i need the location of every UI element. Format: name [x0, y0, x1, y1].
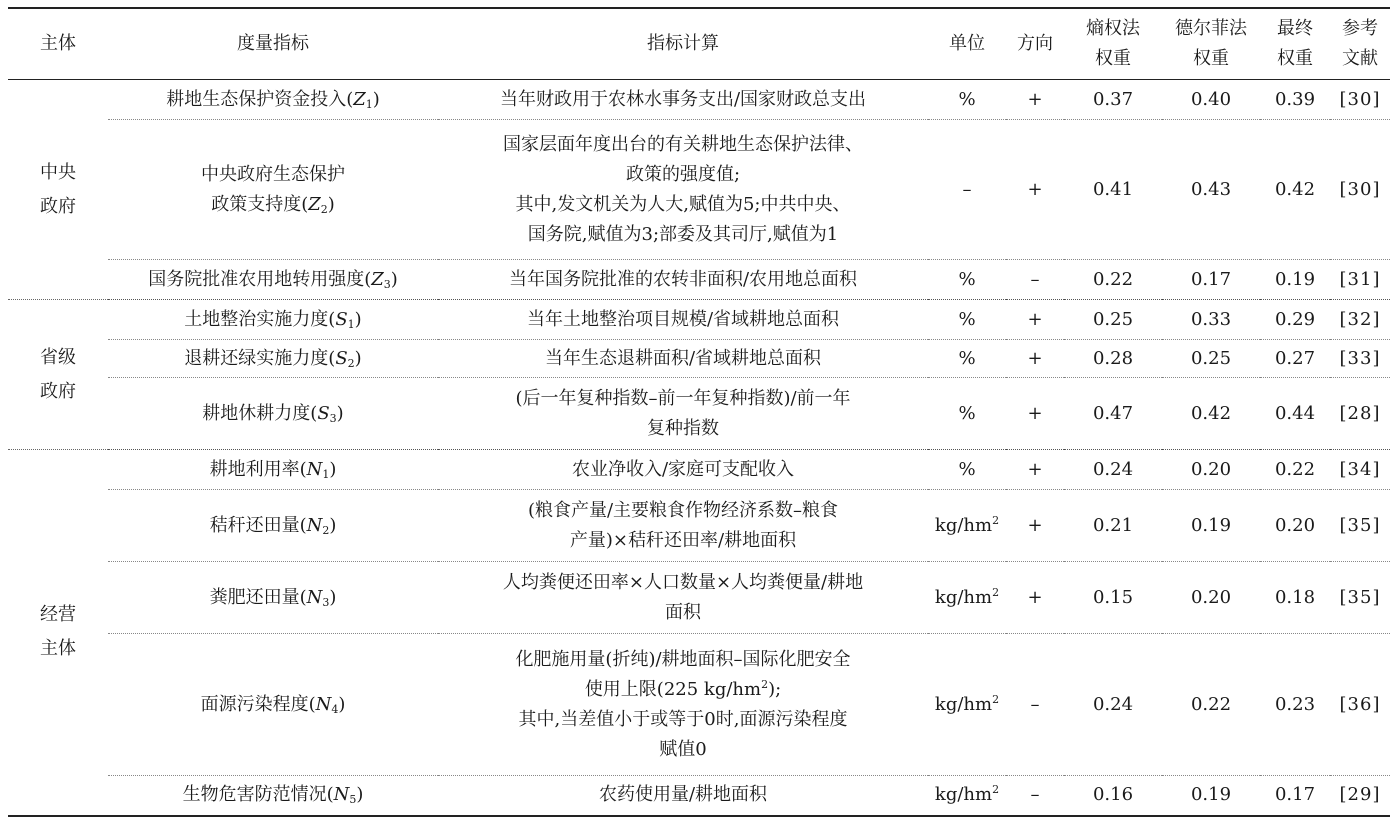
metric-text: 耕地利用率(: [209, 458, 307, 480]
calc-text: 当年财政用于农林水事务支出/国家财政总支出: [499, 88, 867, 110]
table-row: [8, 378, 1390, 450]
calc-cell: [438, 562, 928, 634]
unit-text: kg/hm: [934, 784, 993, 806]
metric-name: [108, 490, 438, 562]
entropy-cell: 0.21: [1064, 490, 1162, 562]
metric-sub: 3: [329, 411, 337, 425]
unit-text: kg/hm: [934, 586, 993, 608]
calc-line: [442, 675, 924, 705]
unit-sup: 2: [992, 513, 1000, 527]
calc-cell: [438, 450, 928, 490]
calc-cell: [438, 490, 928, 562]
delphi-cell: 0.33: [1162, 300, 1260, 340]
subject-provincial-government: [8, 300, 108, 450]
calc-line: 其中,当差值小于或等于0时,面源污染程度: [518, 708, 848, 730]
delphi-cell: 0.20: [1162, 450, 1260, 490]
unit-cell: %: [928, 450, 1006, 490]
metric-text: 退耕还绿实施力度(: [184, 347, 336, 369]
final-cell: 0.42: [1260, 120, 1330, 260]
calc-line: 其中,发文机关为人大,赋值为5;中共中央、: [515, 193, 851, 215]
unit-cell: [928, 490, 1006, 562]
header-calc: 指标计算: [438, 8, 928, 80]
metric-sub: 1: [322, 467, 330, 481]
calc-line: 面积: [665, 601, 701, 623]
direction-cell: +: [1006, 562, 1064, 634]
calc-line: 人均粪便还田率×人口数量×人均粪便量/耕地: [502, 571, 864, 593]
ref-cell: [30]: [1330, 120, 1390, 260]
metric-var: N: [306, 514, 323, 536]
header-direction: 方向: [1006, 8, 1064, 80]
metric-name: [108, 260, 438, 300]
ref-cell: [33]: [1330, 340, 1390, 378]
calc-cell: [438, 378, 928, 450]
calc-text: 当年国务院批准的农转非面积/农用地总面积: [508, 268, 858, 290]
metric-text: 国务院批准农用地转用强度(: [148, 268, 372, 290]
delphi-cell: 0.22: [1162, 634, 1260, 776]
delphi-cell: 0.42: [1162, 378, 1260, 450]
header-reference: [1330, 8, 1390, 80]
header-delphi-weight: [1162, 8, 1260, 80]
final-cell: 0.29: [1260, 300, 1330, 340]
metric-sub: 3: [383, 277, 391, 291]
unit-cell: %: [928, 300, 1006, 340]
entropy-cell: 0.15: [1064, 562, 1162, 634]
calc-line: 复种指数: [647, 417, 719, 439]
delphi-cell: 0.19: [1162, 490, 1260, 562]
metric-paren: ): [338, 693, 346, 715]
table-row: [8, 300, 1390, 340]
delphi-cell: 0.43: [1162, 120, 1260, 260]
subject-label-l1: 经营: [40, 604, 76, 626]
metric-var: N: [306, 586, 323, 608]
calc-text: 当年生态退耕面积/省域耕地总面积: [544, 347, 822, 369]
table-row: [8, 450, 1390, 490]
metric-text: 粪肥还田量(: [209, 586, 307, 608]
indicator-table-container: [8, 7, 1390, 817]
metric-paren: ): [329, 514, 337, 536]
header-metric: 度量指标: [108, 8, 438, 80]
unit-cell: %: [928, 260, 1006, 300]
header-row: [8, 8, 1390, 80]
calc-cell: [438, 776, 928, 816]
delphi-cell: 0.40: [1162, 80, 1260, 120]
direction-cell: +: [1006, 450, 1064, 490]
final-cell: 0.27: [1260, 340, 1330, 378]
header-entropy-weight: [1064, 8, 1162, 80]
final-cell: 0.39: [1260, 80, 1330, 120]
subject-label-l2: 主体: [40, 638, 76, 660]
final-cell: 0.17: [1260, 776, 1330, 816]
delphi-cell: 0.19: [1162, 776, 1260, 816]
unit-cell: %: [928, 378, 1006, 450]
entropy-cell: 0.24: [1064, 450, 1162, 490]
final-cell: 0.44: [1260, 378, 1330, 450]
entropy-cell: 0.24: [1064, 634, 1162, 776]
header-entropy-l1: 熵权法: [1086, 18, 1140, 39]
entropy-cell: 0.47: [1064, 378, 1162, 450]
unit-cell: [928, 776, 1006, 816]
delphi-cell: 0.25: [1162, 340, 1260, 378]
table-row: [8, 562, 1390, 634]
unit-text: kg/hm: [934, 514, 993, 536]
header-ref-l2: 文献: [1342, 48, 1378, 69]
direction-cell: –: [1006, 776, 1064, 816]
ref-cell: [29]: [1330, 776, 1390, 816]
table-row: [8, 490, 1390, 562]
metric-paren: ): [329, 586, 337, 608]
direction-cell: +: [1006, 490, 1064, 562]
metric-text: 耕地休耕力度(: [202, 402, 318, 424]
final-cell: 0.19: [1260, 260, 1330, 300]
metric-sub: 1: [365, 97, 373, 111]
table-row: [8, 340, 1390, 378]
metric-sub: 2: [347, 356, 355, 370]
metric-name: [108, 120, 438, 260]
direction-cell: +: [1006, 300, 1064, 340]
final-cell: 0.20: [1260, 490, 1330, 562]
calc-line: (后一年复种指数–前一年复种指数)/前一年: [515, 387, 851, 409]
calc-line: 产量)×秸秆还田率/耕地面积: [569, 529, 797, 551]
metric-name: [108, 378, 438, 450]
final-cell: 0.23: [1260, 634, 1330, 776]
ref-cell: [35]: [1330, 490, 1390, 562]
header-entropy-l2: 权重: [1095, 48, 1131, 69]
header-final-weight: [1260, 8, 1330, 80]
calc-cell: [438, 120, 928, 260]
calc-line: 国家层面年度出台的有关耕地生态保护法律、: [503, 133, 863, 155]
entropy-cell: 0.16: [1064, 776, 1162, 816]
metric-name: [108, 562, 438, 634]
calc-line: 化肥施用量(折纯)/耕地面积–国际化肥安全: [515, 648, 851, 670]
metric-text-l1: 中央政府生态保护: [201, 163, 345, 185]
header-delphi-l1: 德尔菲法: [1175, 18, 1247, 39]
metric-paren: ): [356, 784, 364, 806]
metric-var: N: [306, 458, 323, 480]
metric-text: 秸秆还田量(: [209, 514, 307, 536]
calc-line: 政策的强度值;: [625, 163, 741, 185]
ref-cell: [36]: [1330, 634, 1390, 776]
delphi-cell: 0.17: [1162, 260, 1260, 300]
metric-var: N: [333, 784, 350, 806]
unit-cell: %: [928, 80, 1006, 120]
subject-central-government: [8, 80, 108, 300]
calc-text: 农药使用量/耕地面积: [598, 784, 768, 806]
entropy-cell: 0.41: [1064, 120, 1162, 260]
calc-cell: [438, 260, 928, 300]
direction-cell: –: [1006, 260, 1064, 300]
metric-var: S: [335, 308, 348, 330]
calc-cell: [438, 634, 928, 776]
ref-cell: [35]: [1330, 562, 1390, 634]
metric-name: [108, 634, 438, 776]
metric-paren: ): [354, 308, 362, 330]
unit-cell: %: [928, 340, 1006, 378]
metric-text: 政策支持度(: [211, 193, 309, 215]
ref-cell: [34]: [1330, 450, 1390, 490]
metric-text: 生物危害防范情况(: [182, 784, 334, 806]
subject-label-l2: 政府: [40, 195, 76, 217]
metric-text: 面源污染程度(: [200, 693, 316, 715]
direction-cell: +: [1006, 120, 1064, 260]
metric-sub: 3: [322, 595, 330, 609]
final-cell: 0.22: [1260, 450, 1330, 490]
subject-label-l2: 政府: [40, 380, 76, 402]
direction-cell: +: [1006, 378, 1064, 450]
ref-cell: [30]: [1330, 80, 1390, 120]
unit-cell: –: [928, 120, 1006, 260]
metric-var: Z: [308, 193, 321, 215]
metric-name: [108, 450, 438, 490]
unit-text: kg/hm: [934, 693, 993, 715]
header-subject: 主体: [8, 8, 108, 80]
metric-paren: ): [372, 88, 380, 110]
metric-paren: ): [329, 458, 337, 480]
metric-text: 土地整治实施力度(: [184, 308, 336, 330]
indicator-weight-table: [8, 7, 1390, 817]
metric-paren: ): [336, 402, 344, 424]
metric-sub: 4: [331, 702, 339, 716]
entropy-cell: 0.37: [1064, 80, 1162, 120]
header-final-l2: 权重: [1277, 48, 1313, 69]
unit-cell: [928, 634, 1006, 776]
metric-var: Z: [353, 88, 366, 110]
delphi-cell: 0.20: [1162, 562, 1260, 634]
table-row: [8, 80, 1390, 120]
header-final-l1: 最终: [1277, 18, 1313, 39]
ref-cell: [32]: [1330, 300, 1390, 340]
ref-cell: [28]: [1330, 378, 1390, 450]
metric-name: [108, 340, 438, 378]
entropy-cell: 0.25: [1064, 300, 1162, 340]
unit-sup: 2: [992, 692, 1000, 706]
calc-line: (粮食产量/主要粮食作物经济系数–粮食: [527, 499, 839, 521]
metric-var: Z: [371, 268, 384, 290]
direction-cell: –: [1006, 634, 1064, 776]
calc-cell: [438, 340, 928, 378]
calc-cell: [438, 300, 928, 340]
metric-sub: 5: [349, 793, 357, 807]
metric-sub: 2: [320, 202, 328, 216]
header-unit: 单位: [928, 8, 1006, 80]
calc-sup: 2: [761, 677, 769, 691]
metric-name: [108, 300, 438, 340]
calc-text: 农业净收入/家庭可支配收入: [571, 458, 795, 480]
header-ref-l1: 参考: [1342, 18, 1378, 39]
metric-var: S: [317, 402, 330, 424]
metric-text: 耕地生态保护资金投入(: [166, 88, 354, 110]
unit-sup: 2: [992, 585, 1000, 599]
metric-name: [108, 80, 438, 120]
table-row: [8, 260, 1390, 300]
ref-cell: [31]: [1330, 260, 1390, 300]
table-row: [8, 776, 1390, 816]
metric-paren: ): [327, 193, 335, 215]
entropy-cell: 0.28: [1064, 340, 1162, 378]
metric-name: [108, 776, 438, 816]
direction-cell: +: [1006, 340, 1064, 378]
entropy-cell: 0.22: [1064, 260, 1162, 300]
calc-line: 国务院,赋值为3;部委及其司厅,赋值为1: [527, 223, 839, 245]
unit-cell: [928, 562, 1006, 634]
table-row: [8, 120, 1390, 260]
metric-sub: 1: [347, 317, 355, 331]
metric-var: S: [335, 347, 348, 369]
calc-text: );: [768, 678, 782, 700]
header-delphi-l2: 权重: [1193, 48, 1229, 69]
subject-label-l1: 中央: [40, 161, 76, 183]
final-cell: 0.18: [1260, 562, 1330, 634]
unit-sup: 2: [992, 783, 1000, 797]
subject-label-l1: 省级: [40, 346, 76, 368]
calc-text: 使用上限(225 kg/hm: [584, 678, 762, 700]
subject-operating-entity: [8, 450, 108, 816]
metric-sub: 2: [322, 523, 330, 537]
table-row: [8, 634, 1390, 776]
calc-line: 赋值0: [659, 738, 707, 760]
metric-var: N: [315, 693, 332, 715]
metric-paren: ): [390, 268, 398, 290]
calc-cell: [438, 80, 928, 120]
calc-text: 当年土地整治项目规模/省域耕地总面积: [526, 308, 840, 330]
direction-cell: +: [1006, 80, 1064, 120]
metric-paren: ): [354, 347, 362, 369]
